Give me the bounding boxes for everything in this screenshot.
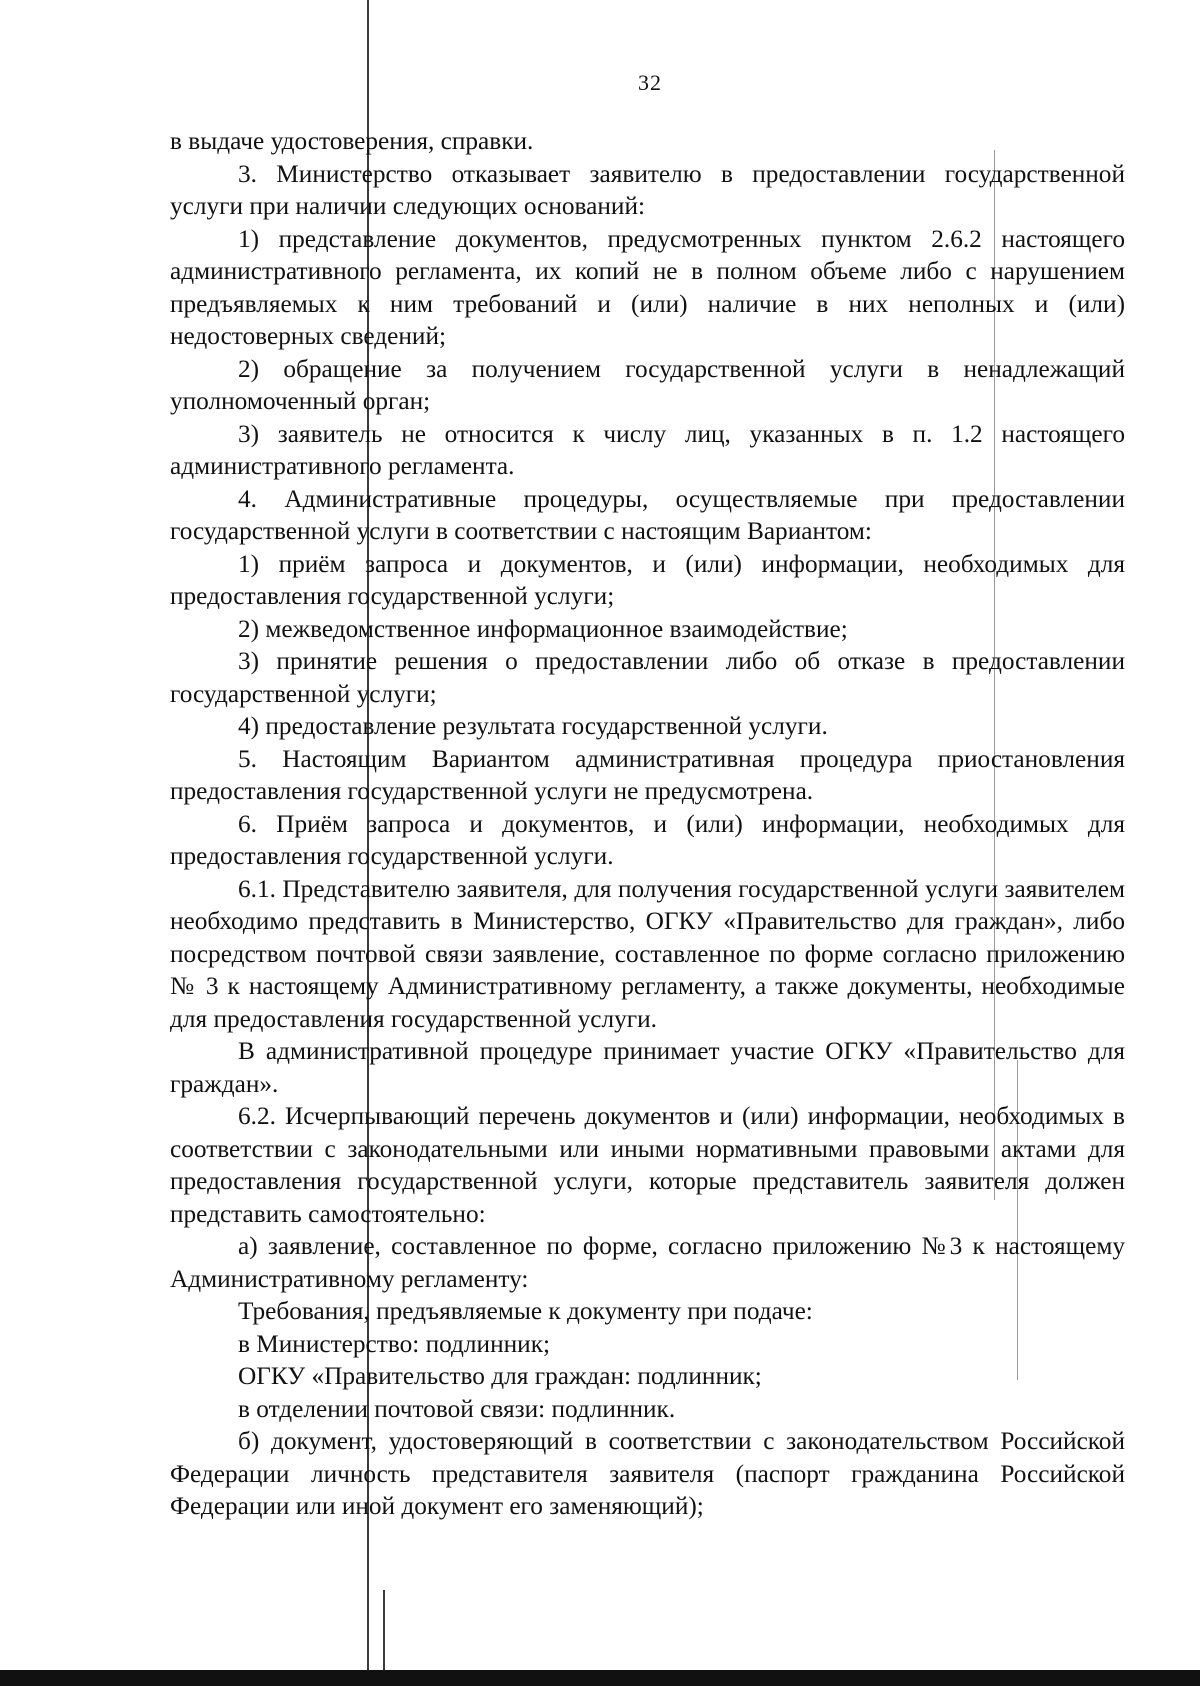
scan-border-bar xyxy=(0,1670,1200,1686)
paragraph: 3) заявитель не относится к числу лиц, указанных в п. 1.2 настоящего административного регламента. xyxy=(170,419,1125,480)
paragraph: 6.1. Представителю заявителя, для получения государственной услуги заявителем необходимо представить в Министерство, ОГКУ «Правительство для граждан», либо посредством почтовой связи заявление, составленное по форме согласно приложению № 3 к настоящему Административному регламенту, а также документы, необходимые для предоставления государственной услуги. xyxy=(170,874,1125,1033)
paragraph: 4) предоставление результата государственной услуги. xyxy=(238,712,828,740)
paragraph: в Министерство: подлинник; xyxy=(238,1329,551,1358)
paragraph: 3. Министерство отказывает заявителю в предоставлении государственной услуги при наличии следующих оснований: xyxy=(170,159,1125,220)
paragraph: в выдаче удостоверения, справки. xyxy=(170,127,534,155)
paragraph: В административной процедуре принимает участие ОГКУ «Правительство для граждан». xyxy=(170,1037,1125,1098)
paragraph: 4. Административные процедуры, осуществляемые при предоставлении государственной услуги в соответствии с настоящим Вариантом: xyxy=(170,484,1125,545)
paragraph: в отделении почтовой связи: подлинник. xyxy=(238,1394,676,1423)
page-number: 32 xyxy=(638,70,662,95)
paragraph: 1) представление документов, предусмотренных пунктом 2.6.2 настоящего административного регламента, их копий не в полном объеме либо с нарушением предъявляемых к ним требований и (или) наличие в них неполных и (или) недостоверных сведений; xyxy=(170,224,1125,350)
paragraph: 2) обращение за получением государственной услуги в ненадлежащий уполномоченный орган; xyxy=(170,354,1125,415)
paragraph: 6. Приём запроса и документов, и (или) информации, необходимых для предоставления государственной услуги. xyxy=(170,809,1125,870)
paragraph: 3) принятие решения о предоставлении либо об отказе в предоставлении государственной услуги; xyxy=(170,647,1125,708)
paragraph: 5. Настоящим Вариантом административная процедура приостановления предоставления государственной услуги не предусмотрена. xyxy=(170,744,1125,805)
paragraph: б) документ, удостоверяющий в соответствии с законодательством Российской Федерации личность представителя заявителя (паспорт гражданина Российской Федерации или иной документ его заменяющий); xyxy=(170,1427,1125,1520)
paragraph: ОГКУ «Правительство для граждан: подлинник; xyxy=(238,1362,762,1390)
paragraph: 6.2. Исчерпывающий перечень документов и (или) информации, необходимых в соответствии с законодательными или иными нормативными правовыми актами для предоставления государственной услуги, которые представитель заявителя должен представить самостоятельно: xyxy=(170,1102,1125,1228)
paragraph: а) заявление, составленное по форме, согласно приложению №3 к настоящему Административному регламенту: xyxy=(170,1232,1125,1293)
paragraph: Требования, предъявляемые к документу при подаче: xyxy=(238,1297,813,1325)
document-body xyxy=(170,125,1125,1523)
paragraph: 1) приём запроса и документов, и (или) информации, необходимых для предоставления государственной услуги; xyxy=(170,549,1125,610)
paragraph: 2) межведомственное информационное взаимодействие; xyxy=(238,614,848,643)
